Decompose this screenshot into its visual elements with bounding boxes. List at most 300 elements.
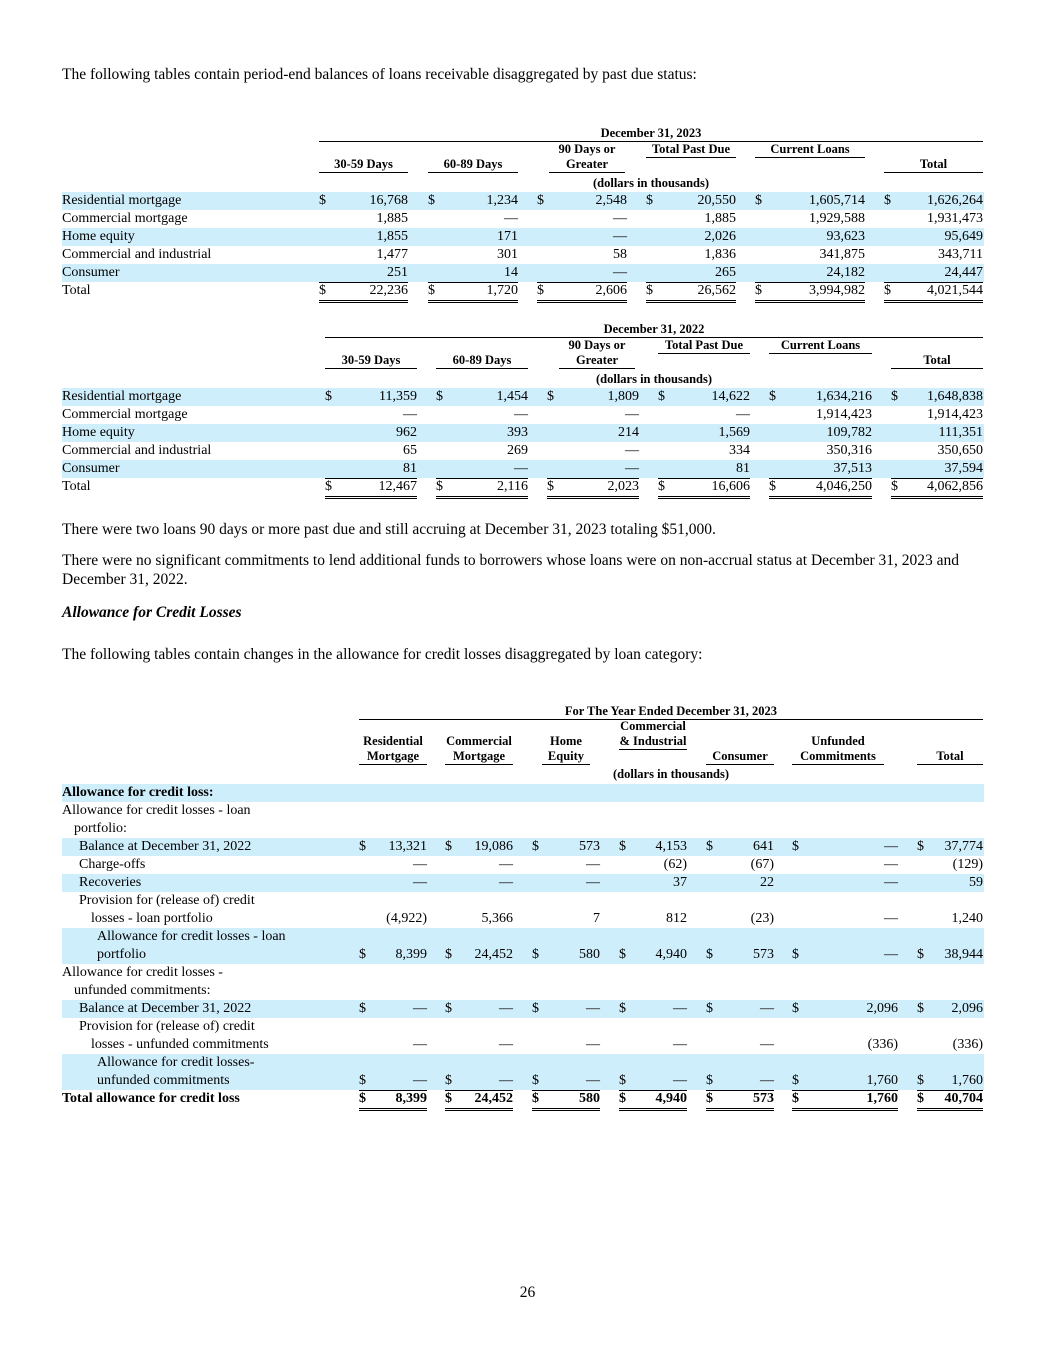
dollar-sign: $	[917, 839, 924, 854]
dollar-sign: $	[428, 193, 435, 208]
value-cell	[359, 838, 427, 856]
table-row	[62, 928, 984, 964]
column-header: Current Loans	[755, 142, 865, 158]
value-cell	[537, 228, 627, 246]
cell-value: —	[499, 1001, 513, 1016]
column-header: Current Loans	[769, 338, 872, 354]
value-cell	[547, 460, 639, 479]
value-cell	[792, 1000, 898, 1018]
column-header: 30-59 Days	[325, 353, 417, 369]
value-cell	[532, 1000, 600, 1018]
row-label: Allowance for credit losses - loan	[62, 803, 251, 818]
value-cell	[325, 406, 417, 424]
cell-value: (336)	[952, 1037, 983, 1052]
value-cell	[917, 874, 983, 892]
table-row	[62, 802, 984, 838]
dollar-sign: $	[706, 839, 713, 854]
value-cell	[428, 192, 518, 210]
dollar-sign: $	[537, 193, 544, 208]
cell-value: 4,021,544	[927, 283, 983, 298]
value-cell	[436, 442, 528, 460]
value-cell	[445, 874, 513, 892]
row-label: Balance at December 31, 2022	[79, 1001, 252, 1016]
cell-value: 1,648,838	[927, 389, 983, 404]
dollar-sign: $	[658, 389, 665, 404]
table-row	[62, 892, 984, 928]
table-row	[62, 460, 984, 478]
value-cell	[917, 1036, 983, 1055]
column-header: Unfunded Commitments	[792, 734, 884, 765]
dollar-sign: $	[445, 839, 452, 854]
row-label-cont: unfunded commitments:	[74, 983, 211, 998]
cell-value: 22,236	[369, 283, 408, 298]
cell-value: 24,447	[944, 265, 983, 280]
value-cell	[917, 856, 983, 874]
value-cell	[658, 442, 750, 460]
value-cell	[532, 1036, 600, 1055]
row-label: Commercial and industrial	[62, 247, 212, 262]
row-label: Commercial mortgage	[62, 407, 188, 422]
value-cell	[537, 210, 627, 228]
dollar-sign: $	[445, 1091, 452, 1106]
value-cell	[619, 1072, 687, 1091]
dollar-sign: $	[755, 283, 762, 298]
value-cell	[792, 856, 898, 874]
accruing-note: There were two loans 90 days or more past due and still accruing at December 31, 2023 totaling $51,000.	[62, 521, 716, 538]
dollar-sign: $	[769, 479, 776, 494]
value-cell	[436, 406, 528, 424]
value-cell	[619, 1000, 687, 1018]
allowance-intro: The following tables contain changes in the allowance for credit losses disaggregated by loan category:	[62, 646, 703, 663]
value-cell	[436, 388, 528, 406]
table-header	[62, 322, 984, 388]
column-header: 30-59 Days	[319, 157, 408, 173]
cell-value: 8,399	[395, 947, 427, 962]
dollar-sign: $	[445, 947, 452, 962]
value-cell	[769, 478, 872, 499]
cell-value: 111,351	[938, 425, 983, 440]
cell-value: 2,606	[595, 283, 627, 298]
cell-value: —	[673, 1037, 687, 1052]
cell-value: —	[499, 857, 513, 872]
cell-value: —	[625, 407, 639, 422]
cell-value: —	[760, 1073, 774, 1088]
table-header	[62, 704, 984, 784]
dollar-sign: $	[792, 1091, 799, 1106]
value-cell	[891, 424, 983, 442]
value-cell	[319, 246, 408, 264]
value-cell	[769, 460, 872, 479]
intro-paragraph: The following tables contain period-end balances of loans receivable disaggregated by past due status:	[62, 66, 697, 83]
cell-value: 1,477	[376, 247, 408, 262]
cell-value: —	[586, 1001, 600, 1016]
dollar-sign: $	[532, 839, 539, 854]
cell-value: 1,240	[951, 911, 983, 926]
cell-value: —	[499, 1037, 513, 1052]
row-label: Consumer	[62, 461, 120, 476]
value-cell	[792, 1072, 898, 1091]
value-cell	[319, 192, 408, 210]
section-label-row	[62, 784, 984, 802]
cell-value: 1,454	[496, 389, 528, 404]
value-cell	[658, 478, 750, 499]
value-cell	[755, 282, 865, 303]
value-cell	[792, 1090, 898, 1111]
cell-value: —	[586, 1037, 600, 1052]
cell-value: 301	[497, 247, 518, 262]
cell-value: —	[514, 407, 528, 422]
cell-value: 81	[736, 461, 750, 476]
value-cell	[619, 838, 687, 856]
value-cell	[532, 946, 600, 964]
table-row	[62, 192, 984, 210]
cell-value: 1,885	[376, 211, 408, 226]
cell-value: (336)	[867, 1037, 898, 1052]
dollar-sign: $	[658, 479, 665, 494]
value-cell	[917, 1000, 983, 1018]
value-cell	[646, 282, 736, 303]
cell-value: 1,760	[866, 1073, 898, 1088]
commitments-note: There were no significant commitments to lend additional funds to borrowers whose loans were on non-accrual status at December 31, 2023 and December 31, 2022.	[62, 552, 960, 588]
dollar-sign: $	[547, 389, 554, 404]
cell-value: —	[736, 407, 750, 422]
cell-value: 26,562	[697, 283, 736, 298]
value-cell	[884, 210, 983, 228]
dollar-sign: $	[891, 389, 898, 404]
table-row	[62, 210, 984, 228]
cell-value: 16,606	[711, 479, 750, 494]
dollar-sign: $	[646, 283, 653, 298]
value-cell	[359, 1036, 427, 1055]
value-cell	[619, 874, 687, 892]
value-cell	[792, 946, 898, 964]
value-cell	[359, 856, 427, 874]
table-row	[62, 838, 984, 856]
table-row	[62, 406, 984, 424]
value-cell	[706, 874, 774, 892]
row-label-cont: portfolio	[97, 947, 146, 962]
cell-value: 8,399	[395, 1091, 427, 1106]
cell-value: 4,153	[655, 839, 687, 854]
cell-value: 341,875	[819, 247, 865, 262]
row-label: Home equity	[62, 425, 135, 440]
value-cell	[706, 1036, 774, 1055]
cell-value: 251	[387, 265, 408, 280]
row-label-cont: portfolio:	[74, 821, 127, 836]
value-cell	[891, 406, 983, 424]
column-header: Total Past Due	[646, 142, 736, 158]
row-label: Total allowance for credit loss	[62, 1091, 240, 1106]
past-due-table-2022	[62, 322, 984, 496]
dollar-sign: $	[359, 1073, 366, 1088]
cell-value: 573	[753, 947, 774, 962]
value-cell	[547, 478, 639, 499]
dollar-sign: $	[445, 1073, 452, 1088]
cell-value: —	[586, 1073, 600, 1088]
cell-value: —	[613, 265, 627, 280]
cell-value: 5,366	[481, 911, 513, 926]
value-cell	[706, 946, 774, 964]
cell-value: 16,768	[369, 193, 408, 208]
value-cell	[769, 442, 872, 460]
value-cell	[706, 910, 774, 929]
value-cell	[891, 460, 983, 479]
past-due-table-2023	[62, 126, 984, 300]
cell-value: —	[673, 1073, 687, 1088]
value-cell	[445, 1072, 513, 1091]
dollar-sign: $	[884, 283, 891, 298]
cell-value: 24,452	[474, 1091, 513, 1106]
dollar-sign: $	[891, 479, 898, 494]
dollar-sign: $	[325, 389, 332, 404]
cell-value: 350,316	[826, 443, 872, 458]
value-cell	[445, 1036, 513, 1055]
dollar-sign: $	[917, 1091, 924, 1106]
period-header: For The Year Ended December 31, 2023	[359, 704, 983, 720]
value-cell	[359, 1000, 427, 1018]
value-cell	[755, 246, 865, 264]
cell-value: 37,774	[944, 839, 983, 854]
column-header: Total	[917, 749, 983, 765]
cell-value: 22	[760, 875, 774, 890]
value-cell	[532, 856, 600, 874]
dollar-sign: $	[755, 193, 762, 208]
value-cell	[428, 210, 518, 228]
row-label: Balance at December 31, 2022	[79, 839, 252, 854]
value-cell	[359, 1090, 427, 1111]
table-row	[62, 424, 984, 442]
row-label: Allowance for credit losses -	[62, 965, 223, 980]
dollar-sign: $	[319, 283, 326, 298]
value-cell	[619, 1090, 687, 1111]
row-label: Recoveries	[79, 875, 142, 890]
cell-value: 7	[593, 911, 600, 926]
value-cell	[619, 910, 687, 929]
value-cell	[706, 838, 774, 856]
cell-value: —	[499, 875, 513, 890]
value-cell	[537, 192, 627, 210]
value-cell	[884, 264, 983, 283]
cell-value: 350,650	[937, 443, 983, 458]
cell-value: 1,569	[718, 425, 750, 440]
cell-value: 214	[618, 425, 639, 440]
value-cell	[917, 838, 983, 856]
cell-value: 343,711	[938, 247, 983, 262]
row-label: Allowance for credit losses-	[97, 1055, 255, 1070]
dollar-sign: $	[619, 947, 626, 962]
value-cell	[537, 246, 627, 264]
cell-value: 109,782	[826, 425, 872, 440]
dollar-sign: $	[436, 479, 443, 494]
dollar-sign: $	[359, 839, 366, 854]
cell-value: 59	[969, 875, 983, 890]
value-cell	[532, 910, 600, 929]
column-header: Total	[884, 157, 983, 173]
cell-value: (62)	[663, 857, 687, 872]
row-label: Charge-offs	[79, 857, 146, 872]
cell-value: 2,096	[951, 1001, 983, 1016]
value-cell	[884, 192, 983, 210]
dollar-sign: $	[706, 1073, 713, 1088]
value-cell	[532, 1072, 600, 1091]
column-header: Commercial & Industrial	[619, 719, 687, 748]
cell-value: 580	[579, 947, 600, 962]
value-cell	[445, 1000, 513, 1018]
dollar-sign: $	[428, 283, 435, 298]
dollar-sign: $	[917, 1001, 924, 1016]
cell-value: 393	[507, 425, 528, 440]
value-cell	[325, 424, 417, 442]
value-cell	[917, 1090, 983, 1111]
period-header: December 31, 2022	[325, 322, 983, 338]
cell-value: 334	[729, 443, 750, 458]
cell-value: —	[884, 839, 898, 854]
dollar-sign: $	[706, 1001, 713, 1016]
column-header: Total	[891, 353, 983, 369]
cell-value: 2,026	[704, 229, 736, 244]
value-cell	[917, 946, 983, 964]
value-cell	[547, 406, 639, 424]
dollar-sign: $	[325, 479, 332, 494]
row-label: Total	[62, 479, 91, 494]
dollar-sign: $	[547, 479, 554, 494]
dollar-sign: $	[917, 947, 924, 962]
table-row	[62, 282, 984, 300]
value-cell	[917, 910, 983, 929]
table-row	[62, 1000, 984, 1018]
column-header: Consumer	[706, 749, 774, 765]
value-cell	[658, 424, 750, 442]
cell-value: 14,622	[711, 389, 750, 404]
row-label: Total	[62, 283, 91, 298]
table-row	[62, 1090, 984, 1108]
dollar-sign: $	[532, 1073, 539, 1088]
value-cell	[359, 1072, 427, 1091]
row-label: Provision for (release of) credit	[79, 893, 255, 908]
value-cell	[547, 388, 639, 406]
unit-label: (dollars in thousands)	[612, 767, 729, 781]
cell-value: —	[613, 229, 627, 244]
value-cell	[646, 192, 736, 210]
value-cell	[619, 856, 687, 874]
cell-value: 20,550	[697, 193, 736, 208]
dollar-sign: $	[445, 1001, 452, 1016]
column-header: Residential Mortgage	[359, 734, 427, 765]
value-cell	[325, 478, 417, 499]
cell-value: —	[884, 875, 898, 890]
value-cell	[646, 264, 736, 283]
value-cell	[319, 282, 408, 303]
value-cell	[658, 388, 750, 406]
cell-value: 1,855	[376, 229, 408, 244]
unit-label: (dollars in thousands)	[595, 372, 712, 386]
cell-value: 4,046,250	[816, 479, 872, 494]
cell-value: 2,096	[866, 1001, 898, 1016]
cell-value: 265	[715, 265, 736, 280]
cell-value: 1,836	[704, 247, 736, 262]
cell-value: 95,649	[944, 229, 983, 244]
cell-value: 1,760	[951, 1073, 983, 1088]
row-label: Allowance for credit losses - loan	[97, 929, 286, 944]
cell-value: 24,452	[474, 947, 513, 962]
cell-value: 58	[613, 247, 627, 262]
cell-value: 65	[403, 443, 417, 458]
dollar-sign: $	[537, 283, 544, 298]
dollar-sign: $	[706, 947, 713, 962]
table-row	[62, 1054, 984, 1090]
cell-value: 1,760	[866, 1091, 898, 1106]
cell-value: 1,809	[607, 389, 639, 404]
value-cell	[319, 264, 408, 283]
value-cell	[445, 910, 513, 929]
table-row	[62, 442, 984, 460]
value-cell	[325, 388, 417, 406]
value-cell	[325, 442, 417, 460]
cell-value: 1,914,423	[927, 407, 983, 422]
table-row	[62, 388, 984, 406]
dollar-sign: $	[359, 1001, 366, 1016]
unit-label: (dollars in thousands)	[592, 176, 709, 190]
cell-value: —	[514, 461, 528, 476]
dollar-sign: $	[532, 1001, 539, 1016]
table-row	[62, 874, 984, 892]
value-cell	[646, 228, 736, 246]
dollar-sign: $	[436, 389, 443, 404]
cell-value: 573	[579, 839, 600, 854]
dollar-sign: $	[792, 1073, 799, 1088]
value-cell	[445, 856, 513, 874]
value-cell	[884, 282, 983, 303]
cell-value: 1,720	[486, 283, 518, 298]
cell-value: 93,623	[826, 229, 865, 244]
value-cell	[891, 478, 983, 499]
row-label: Home equity	[62, 229, 135, 244]
cell-value: (4,922)	[386, 911, 427, 926]
cell-value: —	[613, 211, 627, 226]
cell-value: 11,359	[379, 389, 417, 404]
cell-value: —	[413, 857, 427, 872]
value-cell	[359, 874, 427, 892]
cell-value: 1,931,473	[927, 211, 983, 226]
table-header	[62, 126, 984, 192]
value-cell	[891, 388, 983, 406]
value-cell	[359, 910, 427, 929]
cell-value: —	[884, 911, 898, 926]
value-cell	[917, 1072, 983, 1091]
cell-value: 37,513	[833, 461, 872, 476]
value-cell	[537, 282, 627, 303]
cell-value: 24,182	[826, 265, 865, 280]
cell-value: 40,704	[944, 1091, 983, 1106]
value-cell	[547, 442, 639, 460]
value-cell	[706, 1072, 774, 1091]
cell-value: —	[586, 875, 600, 890]
row-label-cont: losses - loan portfolio	[91, 911, 213, 926]
dollar-sign: $	[619, 839, 626, 854]
value-cell	[436, 460, 528, 479]
value-cell	[891, 442, 983, 460]
cell-value: 19,086	[474, 839, 513, 854]
value-cell	[445, 1090, 513, 1111]
dollar-sign: $	[619, 1091, 626, 1106]
value-cell	[532, 1090, 600, 1111]
dollar-sign: $	[532, 947, 539, 962]
cell-value: 171	[497, 229, 518, 244]
cell-value: 580	[579, 1091, 600, 1106]
value-cell	[619, 946, 687, 964]
value-cell	[792, 910, 898, 929]
cell-value: 12,467	[378, 479, 417, 494]
